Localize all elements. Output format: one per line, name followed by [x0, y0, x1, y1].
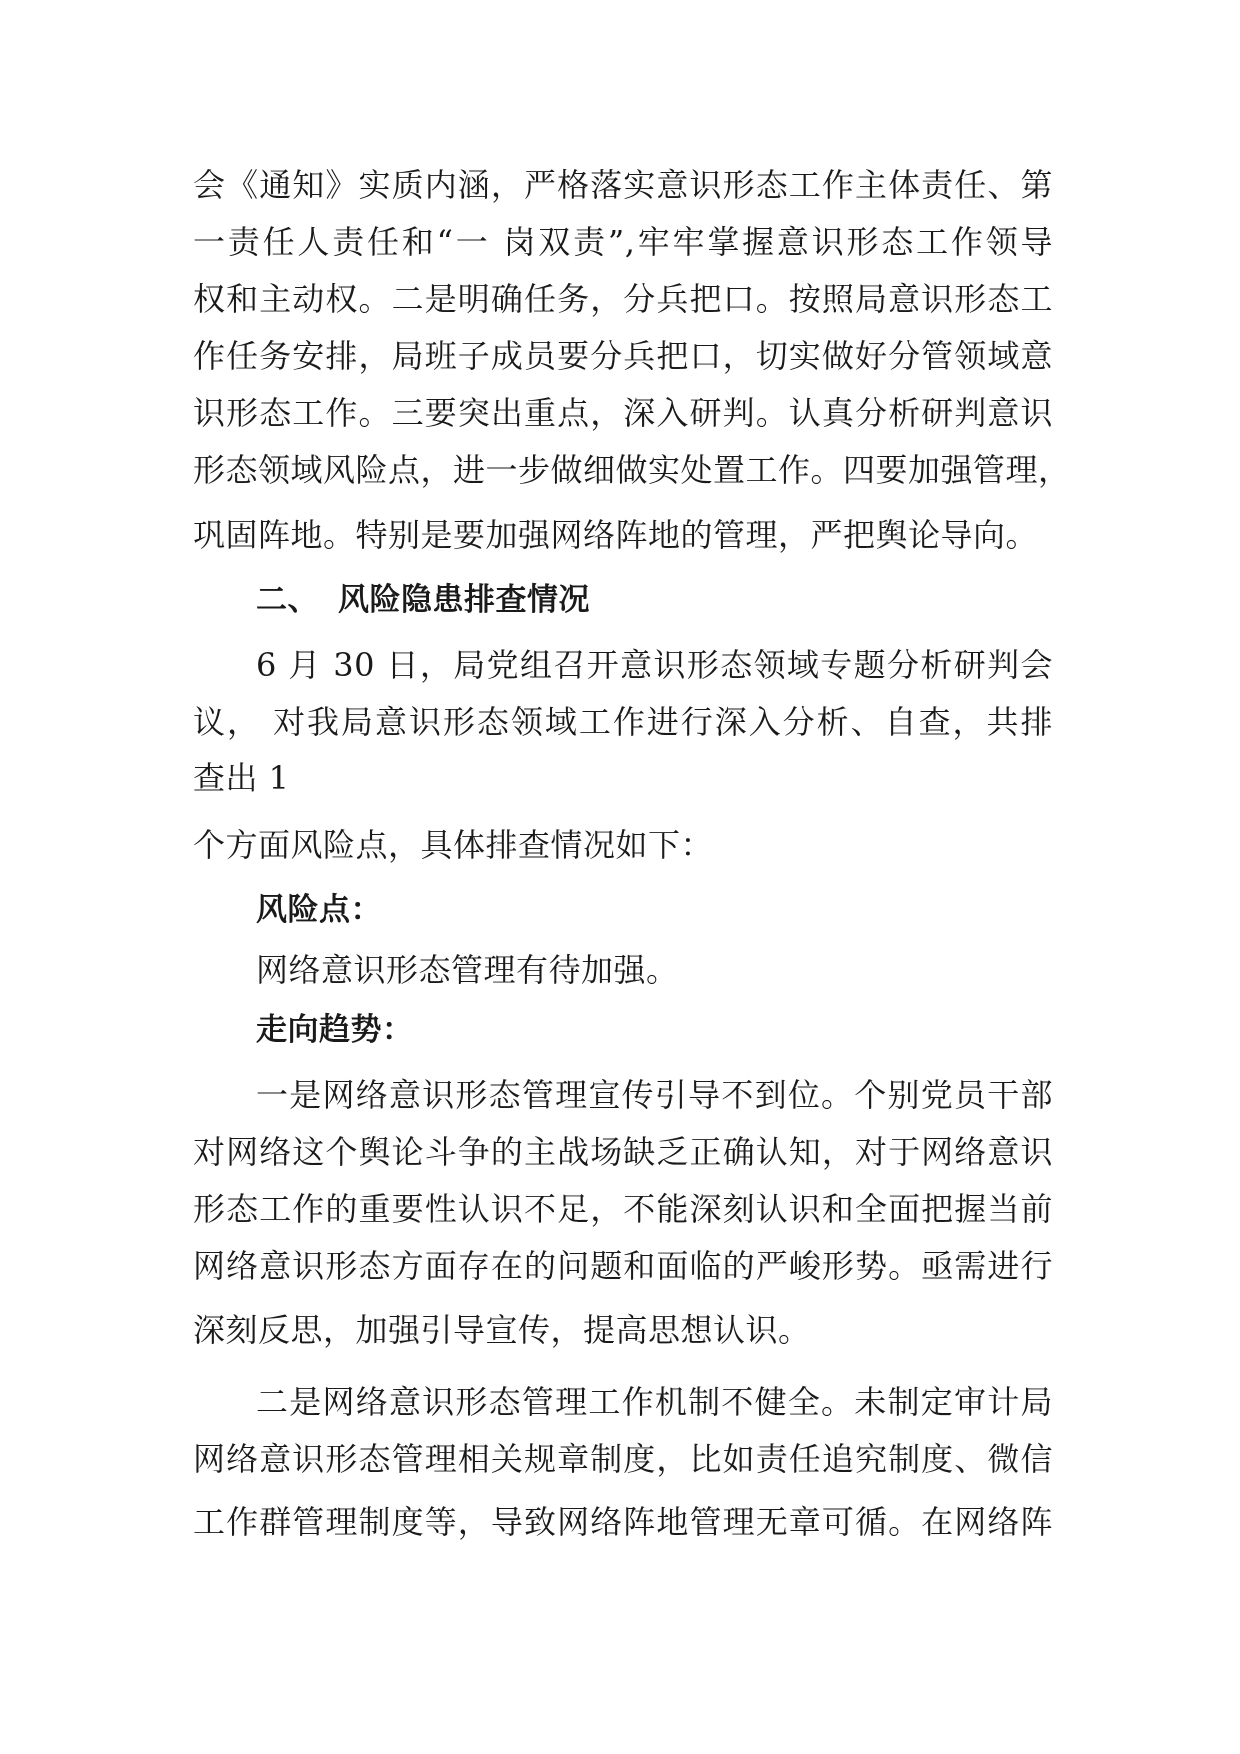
paragraph-line: 一是网络意识形态管理宣传引导不到位。个别党员干部: [256, 1076, 1053, 1114]
paragraph-line: 权和主动权。二是明确任务，分兵把口。按照局意识形态工: [193, 280, 1053, 318]
section-heading-title: 风险隐患排查情况: [338, 582, 590, 618]
paragraph-line: 巩固阵地。特别是要加强网络阵地的管理，严把舆论导向。: [193, 516, 1039, 554]
section-heading-number: 二、: [256, 582, 319, 618]
paragraph-line: 会《通知》实质内涵，严格落实意识形态工作主体责任、第: [193, 166, 1053, 204]
risk-point-text: 网络意识形态管理有待加强。: [256, 951, 679, 989]
paragraph-line: 工作群管理制度等，导致网络阵地管理无章可循。在网络阵: [193, 1503, 1053, 1541]
trend-label: 走向趋势：: [256, 1012, 414, 1048]
paragraph-line: 网络意识形态方面存在的问题和面临的严峻形势。亟需进行: [193, 1247, 1053, 1285]
paragraph-line: 议， 对我局意识形态领域工作进行深入分析、自查，共排: [193, 703, 1053, 741]
paragraph-line: 对网络这个舆论斗争的主战场缺乏正确认知，对于网络意识: [193, 1133, 1053, 1171]
paragraph-line: 个方面风险点，具体排查情况如下：: [193, 826, 714, 864]
paragraph-line: 深刻反思，加强引导宣传，提高思想认识。: [193, 1311, 811, 1349]
paragraph-line: 6 月 30 日，局党组召开意识形态领域专题分析研判会: [256, 646, 1053, 684]
paragraph-line: 查出 1: [193, 759, 290, 797]
paragraph-line: 网络意识形态管理相关规章制度，比如责任追究制度、微信: [193, 1440, 1053, 1478]
paragraph-line: 形态领域风险点，进一步做细做实处置工作。四要加强管理，: [193, 451, 1071, 489]
paragraph-line: 形态工作的重要性认识不足，不能深刻认识和全面把握当前: [193, 1190, 1053, 1228]
paragraph-line: 一责任人责任和“一 岗双责”,牢牢掌握意识形态工作领导: [193, 223, 1053, 261]
section-heading: [256, 580, 1053, 620]
paragraph-line: 识形态工作。三要突出重点，深入研判。认真分析研判意识: [193, 394, 1053, 432]
risk-point-label: 风险点：: [256, 892, 382, 928]
paragraph-line: 二是网络意识形态管理工作机制不健全。未制定审计局: [256, 1383, 1053, 1421]
paragraph-line: 作任务安排，局班子成员要分兵把口，切实做好分管领域意: [193, 337, 1053, 375]
